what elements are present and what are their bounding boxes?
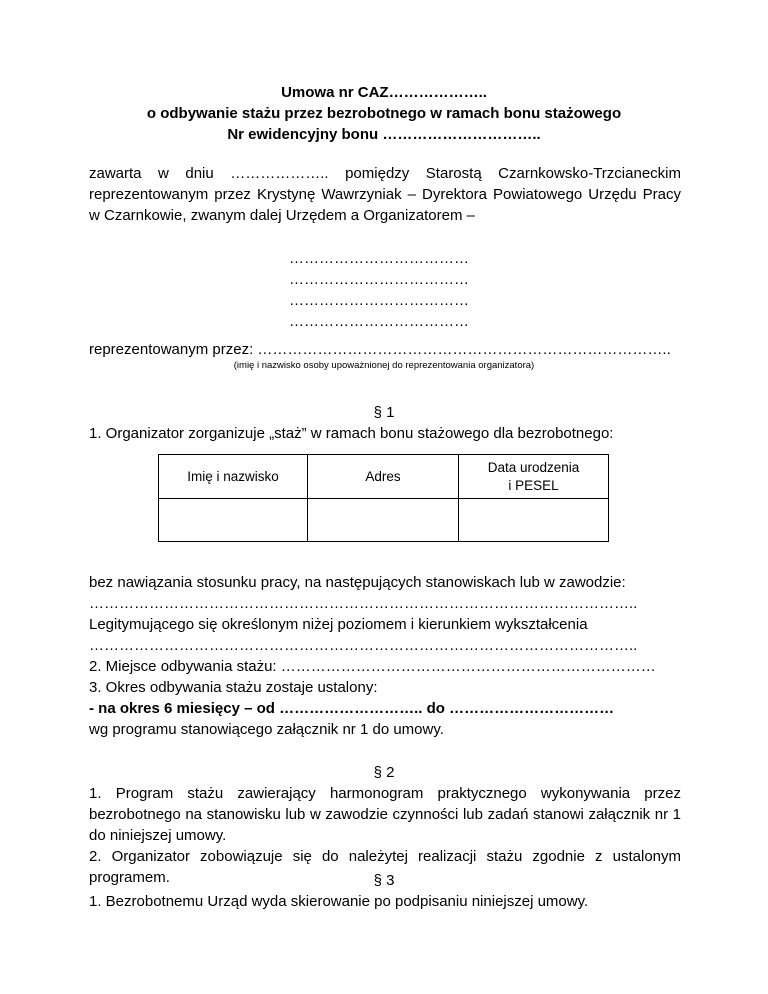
contract-number-line: Umowa nr CAZ……………….. — [281, 84, 487, 101]
represented-by-line: reprezentowanym przez: ……………………………………………………………………….. — [89, 341, 671, 358]
section-1-point-1: 1. Organizator zorganizuje „staż” w ramach bonu stażowego dla bezrobotnego: — [89, 425, 614, 442]
employment-note: bez nawiązania stosunku pracy, na następujących stanowiskach lub w zawodzie: — [89, 574, 626, 591]
header-name: Imię i nazwisko — [159, 455, 308, 499]
placeholder-line: ……………………………… — [289, 250, 469, 267]
placeholder-line: ……………………………… — [289, 292, 469, 309]
section-2-point-2: 2. Organizator zobowiązuje się do należytej realizacji stażu zgodnie z ustalonym programem. — [89, 848, 681, 886]
section-3-point-1: 1. Bezrobotnemu Urząd wyda skierowanie po podpisaniu niniejszej umowy. — [89, 893, 589, 910]
document-header — [0, 82, 768, 145]
section-1-title: § 1 — [373, 404, 395, 421]
section-1-point-3: 3. Okres odbywania stażu zostaje ustalony: — [89, 679, 378, 696]
cell-name — [159, 499, 308, 542]
intro-paragraph: zawarta w dniu ……………….. pomiędzy Starostą Czarnkowsko-Trzcianeckim reprezentowanym przez Krystynę Wawrzyniak – Dyrektora Powiatowego Urzędu Pracy w Czarnkowie, zwanym dalej Urzędem a Organizatorem – — [89, 165, 681, 224]
section-2-title: § 2 — [373, 764, 395, 781]
organizer-placeholder — [289, 248, 469, 332]
header-birth-pesel: Data urodzenia i PESEL — [459, 455, 609, 499]
represented-by-note: (imię i nazwisko osoby upoważnionej do reprezentowania organizatora) — [233, 360, 535, 371]
voucher-number-line: Nr ewidencyjny bonu ………………………….. — [227, 126, 541, 143]
contract-subject-line: o odbywanie stażu przez bezrobotnego w ramach bonu stażowego — [146, 105, 622, 122]
header-address: Adres — [308, 455, 459, 499]
table-row — [159, 499, 609, 542]
program-line: wg programu stanowiącego załącznik nr 1 do umowy. — [89, 721, 444, 738]
placeholder-line: ……………………………… — [289, 271, 469, 288]
placeholder-line: ……………………………… — [289, 313, 469, 330]
section-2-point-1: 1. Program stażu zawierający harmonogram praktycznego wykonywania przez bezrobotnego na stanowisku lub w zawodzie czynności lub zadań stanowi załącznik nr 1 do niniejszej umowy. — [89, 785, 681, 844]
trainee-table — [158, 454, 609, 542]
education-dots-line: ……………………………………………………………………………………………….. — [89, 637, 638, 654]
table-header-row — [159, 455, 609, 499]
cell-birth-pesel — [459, 499, 609, 542]
position-dots-line: ……………………………………………………………………………………………….. — [89, 595, 638, 612]
section-1-point-2: 2. Miejsce odbywania stażu: ………………………………………………………………… — [89, 658, 656, 675]
education-line: Legitymującego się określonym niżej poziomem i kierunkiem wykształcenia — [89, 616, 588, 633]
section-3-title: § 3 — [373, 872, 395, 889]
period-line: - na okres 6 miesięcy – od ……………………….. do …………………………… — [89, 700, 615, 717]
cell-address — [308, 499, 459, 542]
